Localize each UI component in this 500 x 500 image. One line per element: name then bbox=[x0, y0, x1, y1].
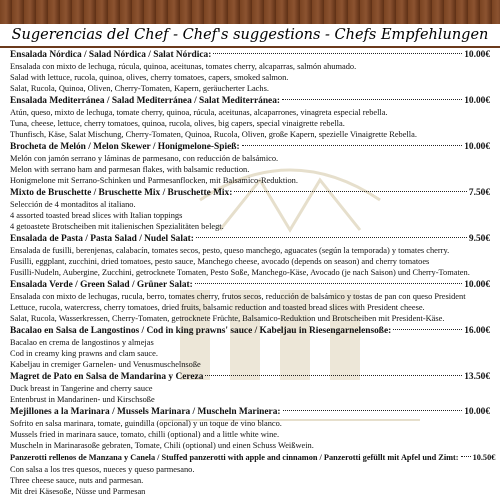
dot-leader bbox=[196, 237, 467, 238]
dot-leader bbox=[205, 375, 462, 376]
dish-description: Mussels fried in marinara sauce, tomato, chilli (optional) and a little white wine. bbox=[10, 430, 280, 439]
dot-leader bbox=[393, 329, 462, 330]
dish-description: Muscheln in Marinarasoße gebraten, Tomate, Chili (optional) und einen Schuss Weißwein. bbox=[10, 441, 314, 450]
page-title: Sugerencias del Chef - Chef's suggestions - Chefs Empfehlungen bbox=[11, 27, 489, 43]
decorative-top-band bbox=[0, 0, 500, 24]
dish-price: 13.50€ bbox=[464, 372, 490, 382]
dot-leader bbox=[461, 456, 471, 457]
dish-name: Bacalao en Salsa de Langostinos / Cod in king prawns' sauce / Kabeljau in Riesengarnelensoße: bbox=[10, 326, 392, 336]
dish-name: Ensalada Nórdica / Salad Nórdica / Salat Nórdica: bbox=[10, 50, 212, 60]
dish-description: Melon with serrano ham and parmesan flakes, with balsamic reduction. bbox=[10, 165, 250, 174]
dish-item bbox=[10, 141, 490, 186]
dish-description: Ensalada con mixto de lechuga, rúcula, quinoa, aceitunas, tomates cherry, alcaparras, salmón ahumado. bbox=[10, 62, 357, 71]
dish-price: 10.00€ bbox=[464, 96, 490, 106]
dish-name: Ensalada Mediterránea / Salad Mediterránea / Salat Mediterránea: bbox=[10, 96, 281, 106]
dish-description: Fusilli, eggplant, zucchini, dried tomatoes, pesto sauce, Manchego cheese, avocado (depends on season) and cherry tomatoes bbox=[10, 257, 430, 266]
dish-description: Mit drei Käsesoße, Nüsse und Parmesan bbox=[10, 487, 146, 496]
dish-description: Fusilli-Nudeln, Aubergine, Zucchini, getrocknete Tomaten, Pesto Soße, Manchego-Käse, Avocado (je nach Saison) und Cherry-Tomaten. bbox=[10, 268, 470, 277]
dish-description: Salat, Rucola, Wasserkressen, Cherry-Tomaten, getrocknete Früchte, Balsamico-Reduktion und Brotscheiben mit President-Käse. bbox=[10, 314, 445, 323]
dish-description: Honigmelone mit Serrano-Schinken und Parmesanflocken, mit Balsamico-Reduktion. bbox=[10, 176, 298, 185]
dish-description: Selección de 4 montaditos al italiano. bbox=[10, 200, 136, 209]
dish-name: Magret de Pato en Salsa de Mandarina y Cereza bbox=[10, 372, 204, 382]
dish-price: 10.00€ bbox=[464, 142, 490, 152]
dish-name: Brocheta de Melón / Melon Skewer / Honigmelone-Spieß: bbox=[10, 142, 240, 152]
dish-description: Salad with lettuce, rucola, quinoa, olives, cherry tomatoes, capers, smoked salmon. bbox=[10, 73, 289, 82]
dish-price: 10.00€ bbox=[464, 280, 490, 290]
dot-leader bbox=[195, 283, 462, 284]
dish-name: Mixto de Bruschette / Bruschette Mix / Bruschette Mix: bbox=[10, 188, 233, 198]
dish-item bbox=[10, 406, 490, 451]
dish-description: Bacalao en crema de langostinos y almejas bbox=[10, 338, 154, 347]
dish-item bbox=[10, 187, 490, 232]
dot-leader bbox=[283, 410, 463, 411]
dot-leader bbox=[234, 191, 467, 192]
dish-description: Cod in creamy king prawns and clam sauce. bbox=[10, 349, 158, 358]
dish-description: 4 getoastete Brotscheiben mit italienischen Spezialitäten belegt. bbox=[10, 222, 224, 231]
dish-item bbox=[10, 279, 490, 324]
dish-description: Three cheese sauce, nuts and parmesan. bbox=[10, 476, 144, 485]
dot-leader bbox=[242, 145, 463, 146]
dish-name: Mejillones a la Marinara / Mussels Marinara / Muscheln Marinera: bbox=[10, 407, 281, 417]
dish-description: Ensalada de fusilli, berenjenas, calabacín, tomates secos, pesto, queso manchego, aguacates (según la temporada) y tomates cherry. bbox=[10, 246, 450, 255]
dish-description: Atún, queso, mixto de lechuga, tomate cherry, quinoa, rúcula, aceitunas, alcaparrones, vinagreta especial rebella. bbox=[10, 108, 388, 117]
dish-price: 10.00€ bbox=[464, 407, 490, 417]
dish-description: Melón con jamón serrano y láminas de parmesano, con reducción de balsámico. bbox=[10, 154, 279, 163]
dish-price: 10.50€ bbox=[472, 453, 496, 462]
dish-name: Ensalada Verde / Green Salad / Grüner Salat: bbox=[10, 280, 193, 290]
dish-description: Lettuce, rucola, watercress, cherry tomatoes, dried fruits, balsamic reduction and toasted bread slices with President cheese. bbox=[10, 303, 425, 312]
dish-price: 7.50€ bbox=[468, 188, 490, 198]
dish-description: Kabeljau in cremiger Garnelen- und Venusmuschelnsoße bbox=[10, 360, 201, 369]
dish-item bbox=[10, 371, 490, 405]
dish-item bbox=[10, 452, 496, 497]
dish-description: Salat, Rucola, Quinoa, Oliven, Cherry-Tomaten, Kapern, geräucherter Lachs. bbox=[10, 84, 269, 93]
menu-content bbox=[10, 48, 496, 497]
dish-description: Duck breast in Tangerine and cherry sauce bbox=[10, 384, 153, 393]
dish-description: Ensalada con mixto de lechugas, rucula, berro, tomates cherry, frutos secos, reducción de balsámico y tostas de pan con queso President bbox=[10, 292, 466, 301]
dish-description: Entenbrust in Mandarinen- und Kirschsoße bbox=[10, 395, 155, 404]
dot-leader bbox=[282, 99, 462, 100]
dot-leader bbox=[213, 53, 462, 54]
dish-description: Con salsa a los tres quesos, nueces y queso parmesano. bbox=[10, 465, 195, 474]
dish-name: Ensalada de Pasta / Pasta Salad / Nudel Salat: bbox=[10, 234, 194, 244]
dish-price: 9.50€ bbox=[468, 234, 490, 244]
dish-item bbox=[10, 95, 490, 140]
dish-name: Panzerotti rellenos de Manzana y Canela / Stuffed panzerotti with apple and cinnamon / Panzerotti gefüllt mit Apfel und Zimt: bbox=[10, 453, 459, 462]
dish-item bbox=[10, 325, 490, 370]
dish-description: Tuna, cheese, lettuce, cherry tomatoes, quinoa, rucola, olives, big capers, special vinaigrette rebella. bbox=[10, 119, 345, 128]
dish-item bbox=[10, 49, 490, 94]
dish-description: Thunfisch, Käse, Salat Mischung, Cherry-Tomaten, Quinoa, Rucola, Oliven, große Kapern, spezielle Vinaigrette Rebella. bbox=[10, 130, 417, 139]
dish-price: 16.00€ bbox=[464, 326, 490, 336]
dish-description: Sofrito en salsa marinara, tomate, guindilla (opcional) y un toque de vino blanco. bbox=[10, 419, 282, 428]
dish-description: 4 assorted toasted bread slices with Italian toppings bbox=[10, 211, 183, 220]
dish-item bbox=[10, 233, 490, 278]
dish-price: 10.00€ bbox=[464, 50, 490, 60]
